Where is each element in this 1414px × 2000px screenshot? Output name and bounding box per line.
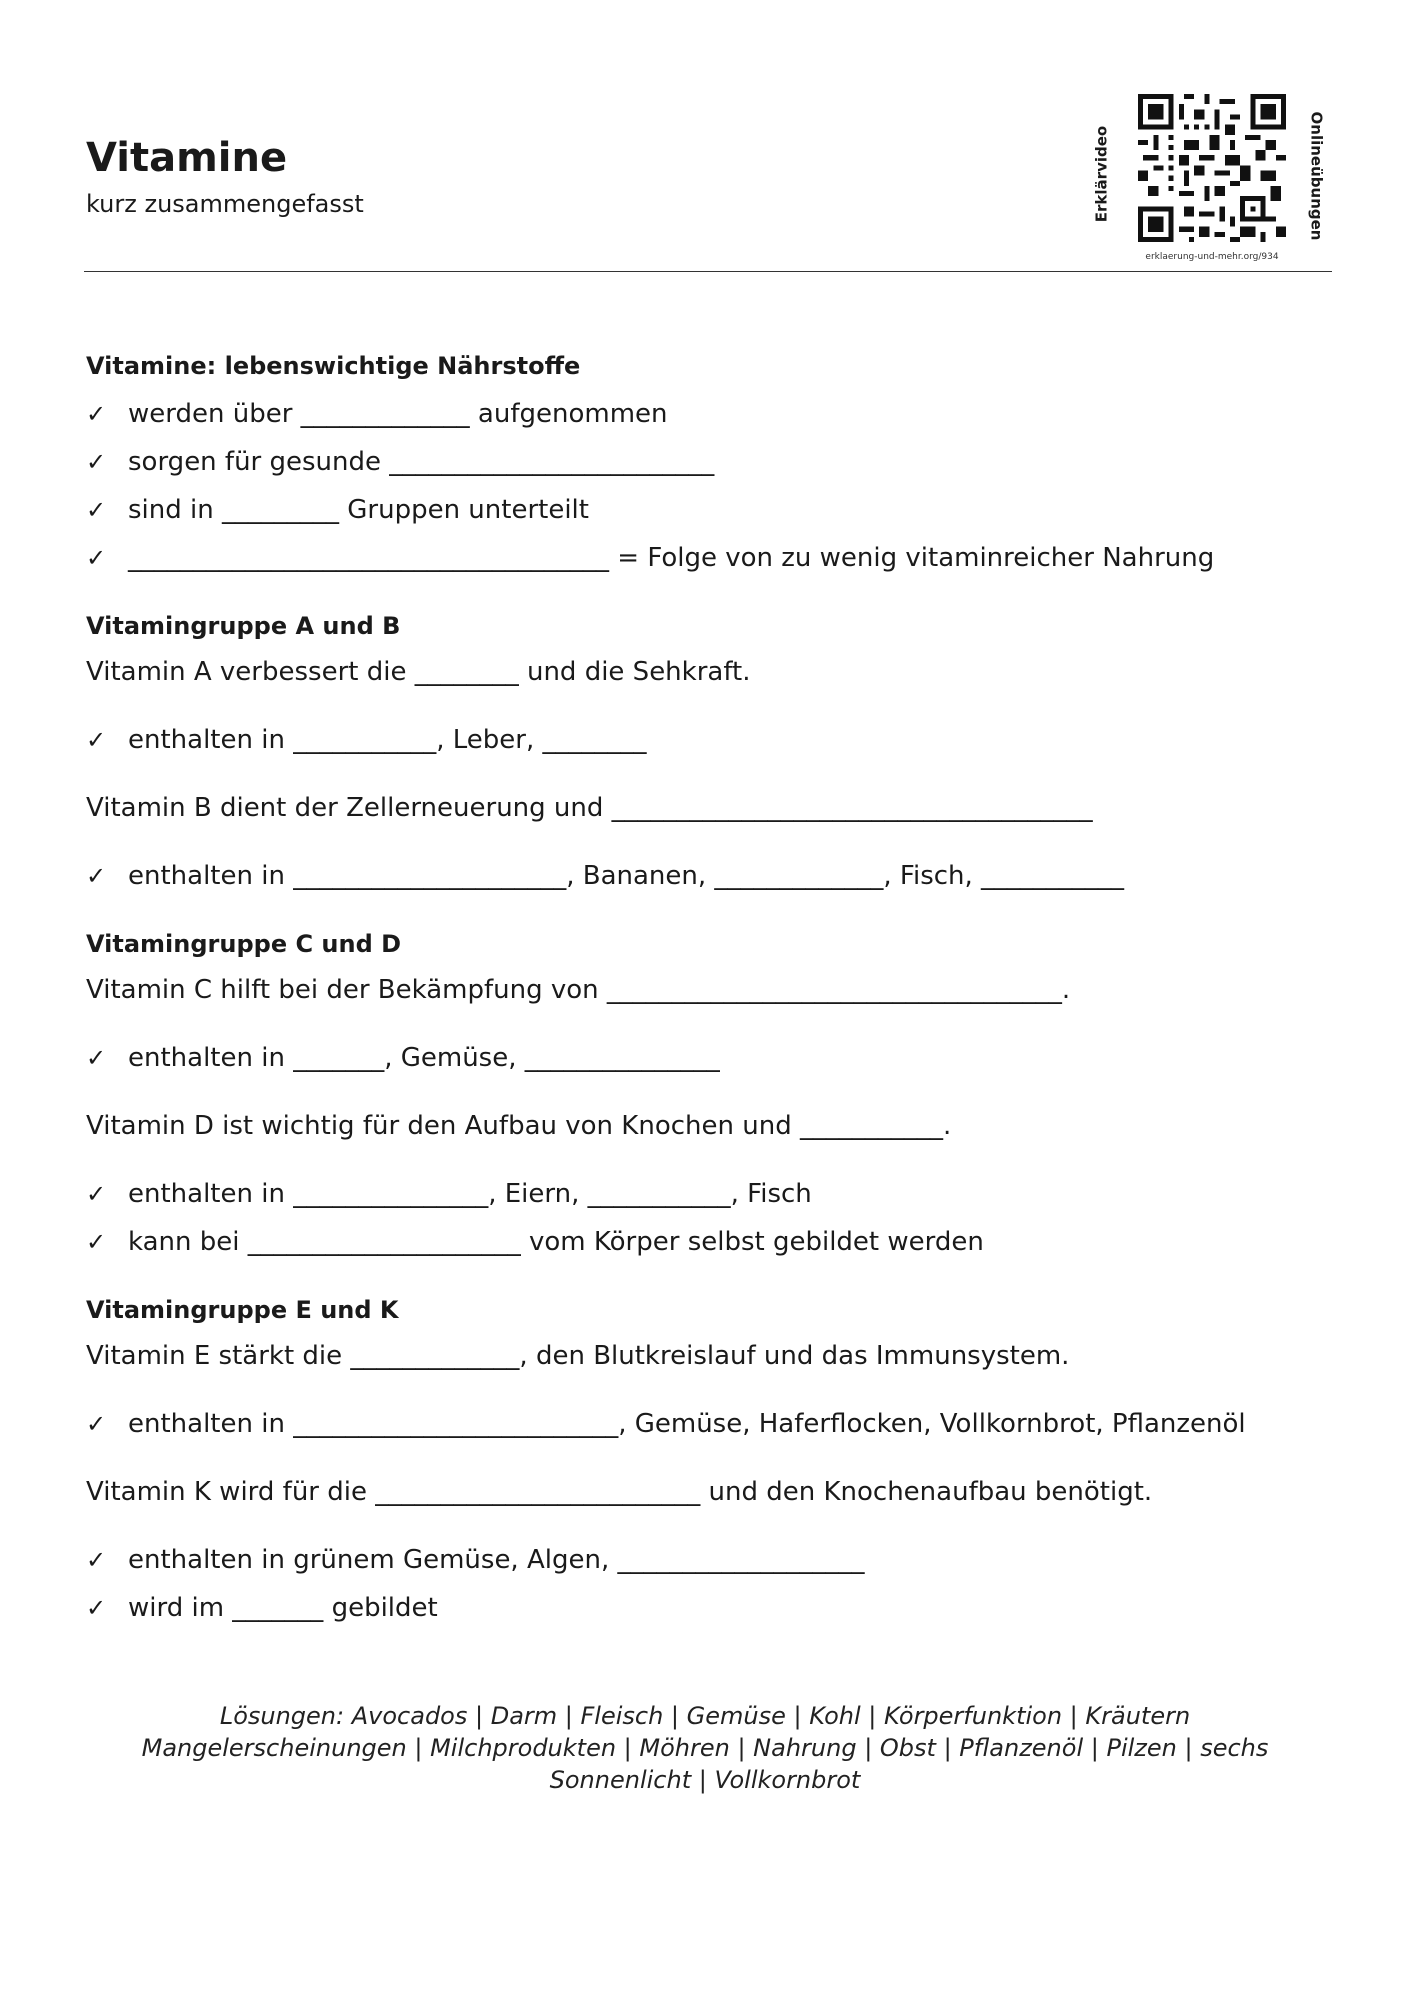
qr-url[interactable]: erklaerung-und-mehr.org/934 — [1145, 252, 1279, 262]
checkmark-icon: ✓ — [86, 496, 107, 524]
fill-in-text: enthalten in _______, Gemüse, _______________ — [128, 1043, 720, 1073]
paragraph: Vitamin K wird für die _________________________ und den Knochenaufbau benötigt. — [86, 1477, 1153, 1507]
page-subtitle: kurz zusammengefasst — [86, 190, 364, 218]
checkmark-icon: ✓ — [86, 1594, 107, 1622]
section-heading: Vitamingruppe E und K — [86, 1296, 399, 1324]
checkmark-icon: ✓ — [86, 1180, 107, 1208]
qr-code-icon[interactable] — [1138, 94, 1286, 242]
paragraph: Vitamin D ist wichtig für den Aufbau von Knochen und ___________. — [86, 1111, 952, 1141]
solutions-box: Lösungen: Avocados | Darm | Fleisch | Gemüse | Kohl | Körperfunktion | Kräutern Mangelerscheinungen | Milchprodukten | Möhren | Nahrung | Obst | Pflanzenöl | Pilzen | sechs Sonnenlicht | Vollkornbrot — [141, 1702, 1269, 1794]
fill-in-text: enthalten in grünem Gemüse, Algen, ___________________ — [128, 1545, 865, 1575]
page-title: Vitamine — [86, 135, 288, 181]
checkmark-icon: ✓ — [86, 400, 107, 428]
paragraph: Vitamin E stärkt die _____________, den Blutkreislauf und das Immunsystem. — [86, 1341, 1070, 1371]
fill-in-text: kann bei _____________________ vom Körper selbst gebildet werden — [128, 1227, 984, 1257]
fill-in-text: sind in _________ Gruppen unterteilt — [128, 495, 589, 525]
fill-in-text: sorgen für gesunde _________________________ — [128, 447, 715, 477]
section-heading: Vitamine: lebenswichtige Nährstoffe — [86, 352, 581, 380]
fill-in-text: enthalten in _________________________, Gemüse, Haferflocken, Vollkornbrot, Pflanzenöl — [128, 1409, 1246, 1439]
fill-in-text: werden über _____________ aufgenommen — [128, 399, 668, 429]
paragraph: Vitamin A verbessert die ________ und die Sehkraft. — [86, 657, 751, 687]
checkmark-icon: ✓ — [86, 1228, 107, 1256]
exercises-label: Onlineübungen — [1307, 111, 1326, 241]
checkmark-icon: ✓ — [86, 862, 107, 890]
checkmark-icon: ✓ — [86, 726, 107, 754]
checkmark-icon: ✓ — [86, 1044, 107, 1072]
fill-in-text: _____________________________________ = Folge von zu wenig vitaminreicher Nahrung — [128, 543, 1215, 573]
fill-in-text: enthalten in _______________, Eiern, ___________, Fisch — [128, 1179, 812, 1209]
checkmark-icon: ✓ — [86, 1410, 107, 1438]
paragraph: Vitamin B dient der Zellerneuerung und _____________________________________ — [86, 793, 1093, 823]
checkmark-icon: ✓ — [86, 448, 107, 476]
section-heading: Vitamingruppe C und D — [86, 930, 402, 958]
fill-in-text: enthalten in _____________________, Bananen, _____________, Fisch, ___________ — [128, 861, 1125, 891]
checkmark-icon: ✓ — [86, 544, 107, 572]
paragraph: Vitamin C hilft bei der Bekämpfung von ___________________________________. — [86, 975, 1071, 1005]
checkmark-icon: ✓ — [86, 1546, 107, 1574]
section-heading: Vitamingruppe A und B — [86, 612, 401, 640]
video-label: Erklärvideo — [1092, 125, 1111, 223]
fill-in-text: enthalten in ___________, Leber, ________ — [128, 725, 647, 755]
fill-in-text: wird im _______ gebildet — [128, 1593, 438, 1623]
header-divider — [84, 271, 1332, 272]
